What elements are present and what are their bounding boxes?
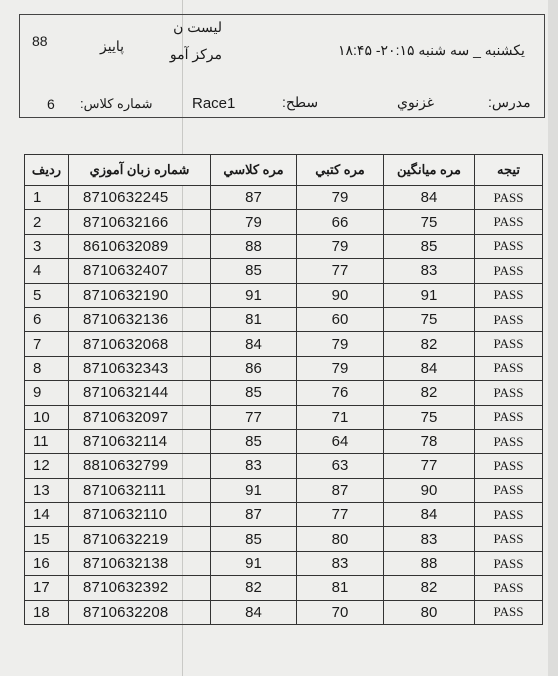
cell-row-number: 6 — [25, 307, 69, 331]
level-value: Race1 — [192, 95, 236, 112]
cell-class-score: 87 — [211, 503, 297, 527]
cell-average-score: 84 — [384, 503, 475, 527]
table-row — [25, 503, 543, 527]
cell-student-id: 8710632136 — [69, 307, 211, 331]
cell-row-number: 8 — [25, 356, 69, 380]
cell-class-score: 85 — [211, 259, 297, 283]
cell-class-score: 85 — [211, 381, 297, 405]
cell-student-id: 8710632208 — [69, 600, 211, 624]
cell-student-id: 8710632144 — [69, 381, 211, 405]
cell-class-score: 83 — [211, 454, 297, 478]
column-header-written-score: مره کتبي — [297, 155, 384, 186]
cell-written-score: 79 — [297, 186, 384, 210]
cell-result: PASS — [475, 332, 543, 356]
cell-result: PASS — [475, 283, 543, 307]
cell-average-score: 82 — [384, 332, 475, 356]
cell-written-score: 70 — [297, 600, 384, 624]
cell-average-score: 85 — [384, 234, 475, 258]
cell-average-score: 75 — [384, 405, 475, 429]
grades-table — [24, 154, 543, 625]
cell-written-score: 76 — [297, 381, 384, 405]
cell-row-number: 11 — [25, 429, 69, 453]
cell-row-number: 16 — [25, 551, 69, 575]
cell-average-score: 82 — [384, 381, 475, 405]
cell-written-score: 66 — [297, 210, 384, 234]
table-row — [25, 405, 543, 429]
cell-row-number: 3 — [25, 234, 69, 258]
cell-written-score: 63 — [297, 454, 384, 478]
cell-average-score: 83 — [384, 259, 475, 283]
cell-result: PASS — [475, 454, 543, 478]
cell-student-id: 8710632392 — [69, 576, 211, 600]
table-row — [25, 429, 543, 453]
cell-written-score: 64 — [297, 429, 384, 453]
cell-row-number: 2 — [25, 210, 69, 234]
cell-written-score: 77 — [297, 259, 384, 283]
cell-average-score: 83 — [384, 527, 475, 551]
cell-student-id: 8710632166 — [69, 210, 211, 234]
table-row — [25, 332, 543, 356]
session-schedule: یکشنبه _ سه شنبه ۲۰:۱۵- ۱۸:۴۵ — [338, 42, 525, 58]
cell-result: PASS — [475, 234, 543, 258]
cell-row-number: 13 — [25, 478, 69, 502]
table-row — [25, 478, 543, 502]
cell-average-score: 82 — [384, 576, 475, 600]
cell-result: PASS — [475, 478, 543, 502]
column-header-average-score: مره میانگین — [384, 155, 475, 186]
cell-student-id: 8710632097 — [69, 405, 211, 429]
table-row — [25, 454, 543, 478]
cell-average-score: 84 — [384, 356, 475, 380]
table-header-row — [25, 155, 543, 186]
class-number-label: شماره کلاس: — [80, 96, 153, 111]
cell-written-score: 77 — [297, 503, 384, 527]
cell-class-score: 91 — [211, 551, 297, 575]
cell-result: PASS — [475, 259, 543, 283]
cell-row-number: 1 — [25, 186, 69, 210]
teacher-name: غزنوي — [397, 94, 435, 110]
cell-student-id: 8710632138 — [69, 551, 211, 575]
cell-written-score: 83 — [297, 551, 384, 575]
cell-average-score: 84 — [384, 186, 475, 210]
cell-row-number: 4 — [25, 259, 69, 283]
table-row — [25, 210, 543, 234]
cell-row-number: 15 — [25, 527, 69, 551]
cell-result: PASS — [475, 503, 543, 527]
cell-row-number: 10 — [25, 405, 69, 429]
cell-result: PASS — [475, 429, 543, 453]
cell-written-score: 60 — [297, 307, 384, 331]
cell-student-id: 8710632114 — [69, 429, 211, 453]
cell-class-score: 82 — [211, 576, 297, 600]
table-row — [25, 381, 543, 405]
term-value: پاییز — [100, 38, 125, 54]
cell-class-score: 91 — [211, 283, 297, 307]
cell-average-score: 77 — [384, 454, 475, 478]
cell-class-score: 77 — [211, 405, 297, 429]
cell-written-score: 87 — [297, 478, 384, 502]
cell-average-score: 75 — [384, 307, 475, 331]
cell-written-score: 90 — [297, 283, 384, 307]
cell-class-score: 79 — [211, 210, 297, 234]
cell-average-score: 88 — [384, 551, 475, 575]
cell-written-score: 79 — [297, 234, 384, 258]
cell-student-id: 8710632343 — [69, 356, 211, 380]
paper-edge — [548, 0, 558, 676]
table-row — [25, 356, 543, 380]
table-row — [25, 234, 543, 258]
cell-class-score: 84 — [211, 600, 297, 624]
cell-class-score: 87 — [211, 186, 297, 210]
cell-result: PASS — [475, 527, 543, 551]
cell-row-number: 18 — [25, 600, 69, 624]
column-header-row-number: ردیف — [25, 155, 69, 186]
cell-class-score: 88 — [211, 234, 297, 258]
cell-written-score: 71 — [297, 405, 384, 429]
cell-class-score: 85 — [211, 429, 297, 453]
cell-student-id: 8710632245 — [69, 186, 211, 210]
cell-written-score: 81 — [297, 576, 384, 600]
cell-result: PASS — [475, 356, 543, 380]
level-label: سطح: — [282, 94, 319, 110]
table-row — [25, 576, 543, 600]
cell-average-score: 91 — [384, 283, 475, 307]
cell-average-score: 90 — [384, 478, 475, 502]
cell-row-number: 12 — [25, 454, 69, 478]
cell-result: PASS — [475, 186, 543, 210]
cell-class-score: 86 — [211, 356, 297, 380]
code-value: 88 — [32, 33, 48, 49]
cell-result: PASS — [475, 551, 543, 575]
cell-class-score: 81 — [211, 307, 297, 331]
center-fragment: مرکز آمو — [169, 46, 222, 62]
cell-student-id: 8710632110 — [69, 503, 211, 527]
report-header — [19, 14, 545, 118]
table-row — [25, 283, 543, 307]
cell-row-number: 14 — [25, 503, 69, 527]
cell-row-number: 9 — [25, 381, 69, 405]
cell-average-score: 80 — [384, 600, 475, 624]
table-row — [25, 307, 543, 331]
cell-result: PASS — [475, 307, 543, 331]
cell-row-number: 7 — [25, 332, 69, 356]
title-fragment: لیست ن — [173, 19, 222, 35]
cell-written-score: 80 — [297, 527, 384, 551]
cell-student-id: 8710632219 — [69, 527, 211, 551]
cell-class-score: 91 — [211, 478, 297, 502]
cell-student-id: 8710632068 — [69, 332, 211, 356]
cell-written-score: 79 — [297, 332, 384, 356]
cell-result: PASS — [475, 381, 543, 405]
cell-student-id: 8710632407 — [69, 259, 211, 283]
cell-result: PASS — [475, 576, 543, 600]
cell-result: PASS — [475, 210, 543, 234]
cell-written-score: 79 — [297, 356, 384, 380]
cell-result: PASS — [475, 600, 543, 624]
cell-class-score: 84 — [211, 332, 297, 356]
cell-result: PASS — [475, 405, 543, 429]
cell-row-number: 5 — [25, 283, 69, 307]
table-row — [25, 186, 543, 210]
class-number-value: 6 — [47, 96, 55, 112]
cell-student-id: 8710632190 — [69, 283, 211, 307]
teacher-label: مدرس: — [488, 94, 531, 110]
cell-row-number: 17 — [25, 576, 69, 600]
column-header-student-id: شماره زبان آموزي — [69, 155, 211, 186]
cell-student-id: 8810632799 — [69, 454, 211, 478]
cell-student-id: 8610632089 — [69, 234, 211, 258]
column-header-class-score: مره کلاسي — [211, 155, 297, 186]
cell-average-score: 75 — [384, 210, 475, 234]
cell-average-score: 78 — [384, 429, 475, 453]
cell-class-score: 85 — [211, 527, 297, 551]
table-row — [25, 527, 543, 551]
table-row — [25, 259, 543, 283]
column-header-result: تیجه — [475, 155, 543, 186]
table-row — [25, 551, 543, 575]
table-row — [25, 600, 543, 624]
cell-student-id: 8710632111 — [69, 478, 211, 502]
